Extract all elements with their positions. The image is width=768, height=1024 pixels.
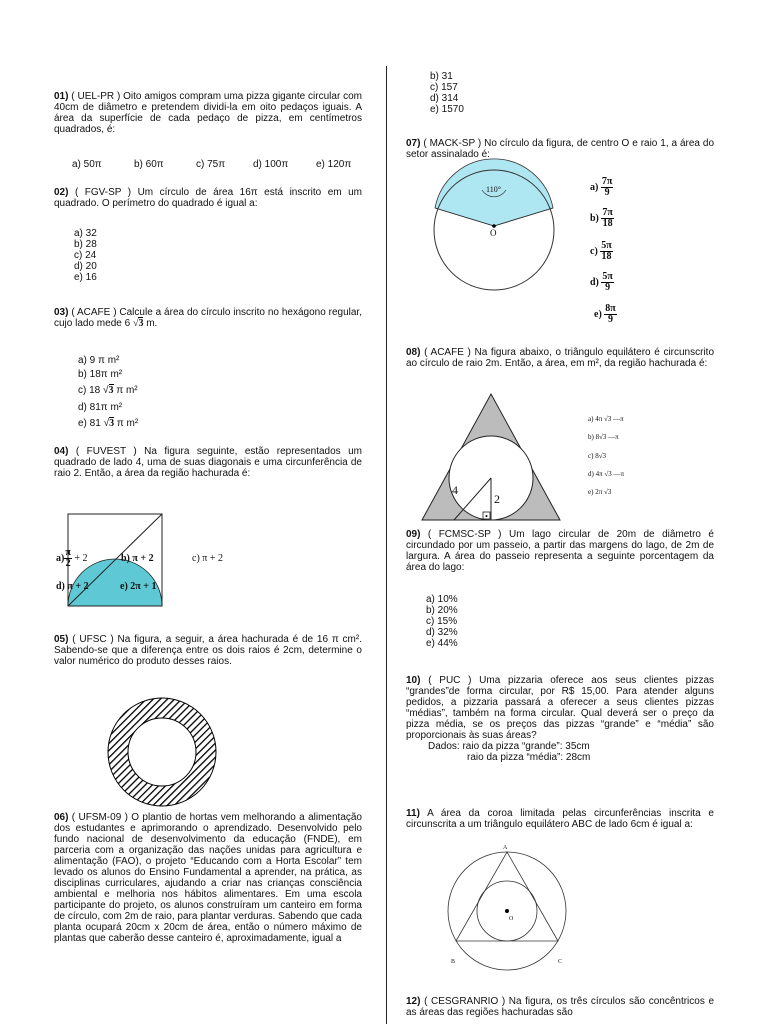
answer-b: b) π + 2 [121, 553, 154, 564]
answer-b [590, 208, 614, 229]
option-c: c) 18 √3 π m² [78, 385, 138, 396]
question-number: 11) [406, 808, 420, 819]
question-number: 05) [54, 634, 69, 645]
angle-label: 110° [486, 185, 501, 194]
option-d: d) 32% [426, 627, 458, 638]
question-number: 01) [54, 91, 69, 102]
option-e: e) 16 [74, 272, 97, 283]
option-c: c) 15% [426, 616, 458, 627]
option-tail: π m² [114, 418, 139, 429]
question-number: 02) [54, 187, 69, 198]
options-list [426, 594, 458, 649]
option-c: c) 157 [430, 82, 458, 93]
question-text: A área da coroa limitada pelas circunferências inscrita e circunscrita a um triângulo equilátero ABC de lado 6cm é igual a: [406, 808, 714, 830]
option-a: a) 10% [426, 594, 458, 605]
question-text: ( FUVEST ) Na figura seguinte, estão representados um quadrado de lado 4, uma de suas diagonais e uma circunferência de raio 2. Então, a área da região hachurada é: [54, 446, 363, 479]
option-d: d) 81π m² [78, 402, 123, 413]
option-c: c) 24 [74, 250, 97, 261]
numerator: π [65, 547, 71, 558]
numerator: 5π [601, 240, 612, 251]
question-08 [406, 347, 714, 369]
option-text: c) 18 [78, 385, 101, 396]
question-text: ( ACAFE ) Na figura abaixo, o triângulo equilátero é circunscrito ao círculo de raio 2m. Então, a área, em m², da região hachurada é: [406, 347, 715, 369]
option-a: a) 32 [74, 228, 97, 239]
label: a) [56, 552, 65, 564]
options-list [74, 228, 97, 283]
answer-a [590, 177, 613, 198]
question-text: ( UFSM-09 ) O plantio de hortas vem melhorando a alimentação dos estudantes e aprimorando o aprendizado. Desenvolvido pelo fundo nacional de desenvolvimento da educação (FNDE), em parceria com a organização das nações unidas para agricultura e alimentação (FAO), o projeto “Educando com a Horta Escolar” tem levado os alunos do Ensino Fundamental a aprender, na prática, as disciplinas curriculares, ajudando a criar nas crianças consciência ambiental e melhoria nos hábitos alimentares. Em uma escola participante do projeto, os alunos construíram um canteiro em forma de círculo, com 2m de raio, para plantar verduras. Sabendo que cada planta ocupará 20cm x 20cm de área, então o número máximo de plantas que caberão desse canteiro é, aproximadamente, igual a [54, 812, 362, 944]
label: c) [590, 245, 598, 257]
option-b: b) 60π [134, 159, 164, 170]
option-tail: π m² [113, 385, 138, 396]
label-4: 4 [452, 483, 458, 497]
option-d: d) 20 [74, 261, 97, 272]
option-e: e) 44% [426, 638, 458, 649]
question-11 [406, 808, 714, 830]
denominator: 18 [602, 218, 613, 229]
center-label: O [490, 228, 497, 238]
numerator: 5π [602, 271, 613, 282]
inscribed-circumscribed-figure [446, 848, 568, 970]
tail: + 2 [74, 552, 88, 564]
unit-text: m. [143, 318, 158, 329]
answer-c [590, 241, 613, 262]
answer-d [590, 272, 614, 293]
question-text: ( MACK-SP ) No círculo da figura, de centro O e raio 1, a área do setor assinalado é: [406, 138, 714, 160]
denominator: 18 [601, 251, 612, 262]
sqrt-value: 3 [138, 318, 144, 329]
question-text: ( FCMSC-SP ) Um lago circular de 20m de diâmetro é circundado por um passeio, a partir das margens do lago, de 2m de largura. A área do passeio representa a seguinte porcentagem da área do lago: [406, 529, 714, 573]
sqrt-value: 3 [109, 418, 115, 429]
option-text: e) 81 [78, 418, 101, 429]
question-text: ( ACAFE ) Calcule a área do círculo inscrito no hexágono regular, cujo lado mede 6 [54, 307, 362, 329]
column-divider [386, 66, 387, 1024]
answer-a [56, 548, 87, 569]
numerator: 7π [602, 207, 613, 218]
question-07 [406, 138, 714, 160]
option-a: a) 50π [72, 159, 102, 170]
answer-d: d) π + 2 [56, 581, 89, 592]
option-b: b) 18π m² [78, 369, 123, 380]
option-a: a) 9 π m² [78, 355, 120, 366]
answer-e: e) 2π √3 [588, 488, 612, 496]
question-03: 03) ( ACAFE ) Calcule a área do círculo inscrito no hexágono regular, cujo lado mede 6 √3 m. [54, 307, 362, 329]
question-number: 09) [406, 529, 421, 540]
vertex-a-label: A [503, 845, 508, 851]
answer-a: a) 4π √3 —π [588, 415, 624, 423]
data-line-1: Dados: raio da pizza “grande”: 35cm [428, 741, 590, 752]
question-number: 04) [54, 446, 69, 457]
answer-e [594, 304, 617, 325]
question-text: ( UEL-PR ) Oito amigos compram uma pizza gigante circular com 40cm de diâmetro e pretendem dividi-la em oito pedaços iguais. A área da superfície de cada pedaço de pizza, em centímetros quadrados, é: [54, 91, 363, 135]
label-2: 2 [494, 492, 500, 506]
option-b: b) 20% [426, 605, 458, 616]
answer-c: c) 8√3 [588, 452, 607, 460]
option-b: b) 31 [430, 71, 453, 82]
question-number: 10) [406, 675, 421, 686]
question-09 [406, 529, 714, 573]
option-e: e) 81 √3 π m² [78, 418, 139, 429]
denominator: 2 [65, 558, 71, 569]
question-10 [406, 675, 714, 763]
answer-d: d) 4π √3 —π [588, 470, 624, 478]
annulus-figure [106, 696, 218, 808]
denominator: 9 [605, 282, 611, 293]
triangle-circle-figure [420, 392, 562, 522]
question-02 [54, 187, 362, 209]
question-number: 06) [54, 812, 69, 823]
label: a) [590, 181, 599, 193]
question-number: 12) [406, 996, 421, 1007]
vertex-c-label: C [558, 959, 563, 965]
data-line-2: raio da pizza “média”: 28cm [467, 752, 591, 763]
question-number: 03) [54, 307, 69, 318]
question-text: ( UFSC ) Na figura, a seguir, a área hachurada é de 16 π cm². Sabendo-se que a diferença entre os dois raios é 2cm, determine o valor numérico do produto desses raios. [54, 634, 362, 667]
numerator: 8π [605, 303, 616, 314]
option-e: e) 1570 [430, 104, 464, 115]
label: d) [590, 276, 599, 288]
options-list [430, 71, 464, 115]
question-text: ( CESGRANRIO ) Na figura, os três círculos são concêntricos e as áreas das regiões hachuradas são [406, 996, 715, 1018]
label: b) [590, 212, 599, 224]
numerator: 7π [601, 176, 613, 187]
option-d: d) 100π [253, 159, 289, 170]
denominator: 9 [608, 314, 614, 325]
question-number: 07) [406, 138, 421, 149]
sqrt-value: 3 [108, 385, 114, 396]
answer-b: b) 8√3 —π [588, 433, 619, 441]
question-12 [406, 996, 714, 1018]
question-number: 08) [406, 347, 421, 358]
option-d: d) 314 [430, 93, 459, 104]
question-text: ( PUC ) Uma pizzaria oferece aos seus clientes pizzas “grandes”de forma circular, por R$ 15,00. Para atender alguns pedidos, a pizzaria passará a oferecer a seus clientes pizzas “médias”, também na forma circular. Qual deverá ser o preço da pizza média, se os preços das pizzas “grande” e “média” são proporcionais às suas áreas? [406, 675, 715, 741]
option-c: c) 75π [196, 159, 226, 170]
denominator: 9 [604, 187, 610, 198]
option-e: e) 120π [316, 159, 352, 170]
question-05 [54, 634, 362, 667]
question-text: ( FGV-SP ) Um círculo de área 16π está inscrito em um quadrado. O perímetro do quadrado é igual a: [54, 187, 362, 209]
label: e) [594, 308, 602, 320]
option-b: b) 28 [74, 239, 97, 250]
vertex-b-label: B [451, 959, 456, 965]
question-04 [54, 446, 362, 479]
answer-e: e) 2π + 1 [120, 581, 157, 592]
question-01 [54, 91, 362, 135]
center-label: O [509, 916, 514, 922]
question-06 [54, 812, 362, 944]
answer-c: c) π + 2 [192, 553, 223, 564]
